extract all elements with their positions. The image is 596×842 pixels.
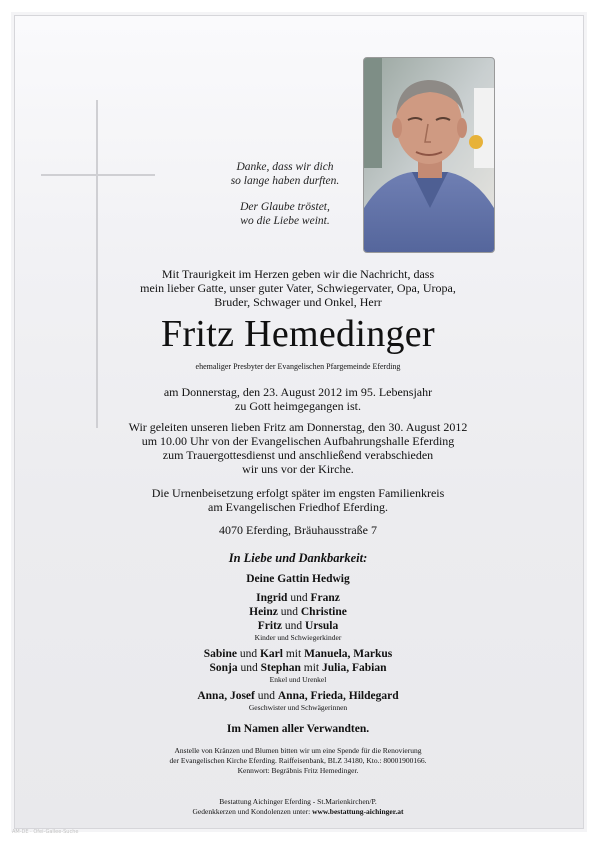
- children-block: [0, 591, 596, 643]
- grandchildren-line-2: Sonja und Stephan mit Julia, Fabian: [209, 662, 387, 674]
- children-line-1: Ingrid und Franz: [256, 592, 340, 604]
- cross-vertical: [96, 100, 98, 428]
- watermark: AM-DE · Ofei-Gallee-Suche: [12, 829, 79, 835]
- children-line-2: Heinz und Christine: [249, 606, 347, 618]
- quote-thanks: Danke, dass wir dich so lange haben durften.: [230, 161, 340, 187]
- donation-text: Anstelle von Kränzen und Blumen bitten wir um eine Spende für die Renovierung der Evangelischen Kirche Eferding. Raiffeisenbank, BLZ 34180, Kto.: 80001900166. Kennwort: Begräbnis Fritz Hemedinger.: [169, 746, 427, 775]
- children-line-3: Fritz und Ursula: [257, 620, 339, 632]
- siblings-line: Anna, Josef und Anna, Frieda, Hildegard: [197, 690, 399, 702]
- urn-text: Die Urnenbeisetzung erfolgt später im engsten Familienkreis am Evangelischen Friedhof Eferding.: [151, 486, 445, 514]
- wife-line: Deine Gattin Hedwig: [246, 573, 350, 585]
- deceased-name: Fritz Hemedinger: [161, 313, 435, 355]
- thanks-heading: In Liebe und Dankbarkeit:: [228, 551, 368, 565]
- website-link[interactable]: www.bestattung-aichinger.at: [312, 807, 404, 816]
- children-caption: Kinder und Schwiegerkinder: [254, 633, 342, 642]
- quote-faith: Der Glaube tröstet, wo die Liebe weint.: [240, 201, 330, 227]
- intro-text: Mit Traurigkeit im Herzen geben wir die Nachricht, dass mein lieber Gatte, unser guter Vater, Schwiegervater, Opa, Uropa, Bruder, Schwager und Onkel, Herr: [140, 267, 456, 309]
- all-relatives-line: Im Namen aller Verwandten.: [226, 723, 370, 735]
- role-text: ehemaliger Presbyter der Evangelischen Pfargemeinde Eferding: [195, 362, 401, 371]
- footer: Bestattung Aichinger Eferding - St.Marienkirchen/P. Gedenkkerzen und Kondolenzen unter: www.bestattung-aichinger.at: [192, 797, 404, 816]
- grandchildren-block: [0, 647, 596, 685]
- death-text: am Donnerstag, den 23. August 2012 im 95. Lebensjahr zu Gott heimgegangen ist.: [163, 385, 433, 413]
- grandchildren-caption: Enkel und Urenkel: [269, 675, 327, 684]
- address-text: 4070 Eferding, Bräuhausstraße 7: [219, 523, 377, 537]
- siblings-block: [0, 689, 596, 713]
- funeral-text: Wir geleiten unseren lieben Fritz am Donnerstag, den 30. August 2012 um 10.00 Uhr von der Evangelischen Aufbahrungshalle Eferding zum Trauergottesdienst und anschließend verabschieden wir uns vor der Kirche.: [128, 420, 468, 476]
- grandchildren-line-1: Sabine und Karl mit Manuela, Markus: [203, 648, 393, 660]
- siblings-caption: Geschwister und Schwägerinnen: [248, 703, 348, 712]
- portrait-photo: [363, 57, 495, 253]
- cross-horizontal: [41, 174, 155, 176]
